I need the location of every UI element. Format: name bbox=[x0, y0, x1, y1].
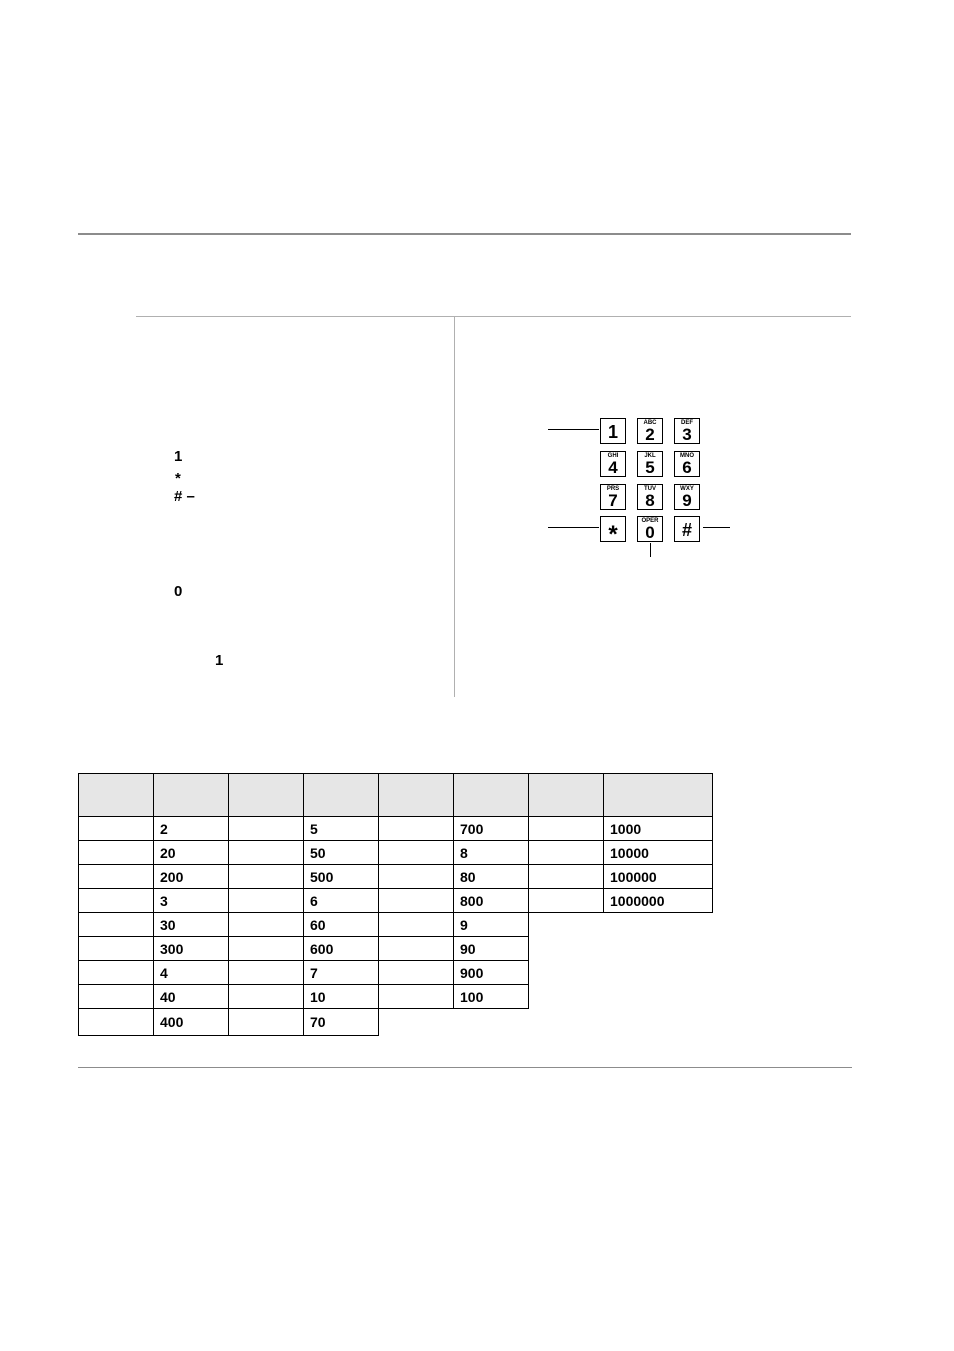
table-cell: 1000 bbox=[604, 817, 713, 841]
table-row bbox=[79, 1009, 713, 1036]
table-row bbox=[79, 841, 713, 865]
table-cell bbox=[379, 841, 454, 865]
table-row bbox=[79, 913, 713, 937]
key-4-icon: GHI 4 bbox=[600, 451, 626, 477]
table-cell bbox=[79, 913, 154, 937]
table-cell bbox=[229, 841, 304, 865]
table-cell bbox=[379, 961, 454, 985]
table-cell bbox=[229, 961, 304, 985]
table-cell bbox=[379, 913, 454, 937]
keypad-diagram bbox=[548, 417, 738, 562]
table-cell: 900 bbox=[454, 961, 529, 985]
symbol-key-1-indented: 1 bbox=[215, 652, 224, 669]
top-rule bbox=[78, 233, 851, 235]
table-header bbox=[229, 774, 304, 817]
table-cell bbox=[529, 841, 604, 865]
table-cell: 20 bbox=[154, 841, 229, 865]
key-3-icon: DEF 3 bbox=[674, 418, 700, 444]
key-9-icon: WXY 9 bbox=[674, 484, 700, 510]
table-cell bbox=[529, 889, 604, 913]
table-row bbox=[79, 937, 713, 961]
table-cell bbox=[379, 889, 454, 913]
callout-line-key-0 bbox=[650, 543, 651, 557]
table-cell: 7 bbox=[304, 961, 379, 985]
key-1-icon: 1 bbox=[600, 418, 626, 444]
table-cell: 100 bbox=[454, 985, 529, 1009]
key-7-icon: PRS 7 bbox=[600, 484, 626, 510]
empty-cell bbox=[379, 1009, 713, 1036]
table-header bbox=[604, 774, 713, 817]
table-cell bbox=[229, 865, 304, 889]
table-cell bbox=[529, 865, 604, 889]
key-5-icon: JKL 5 bbox=[637, 451, 663, 477]
table-cell: 400 bbox=[154, 1009, 229, 1036]
table-cell bbox=[379, 985, 454, 1009]
key-2-icon: ABC 2 bbox=[637, 418, 663, 444]
table-cell bbox=[229, 889, 304, 913]
table-header bbox=[304, 774, 379, 817]
table-header bbox=[154, 774, 229, 817]
table-cell bbox=[79, 961, 154, 985]
table-cell bbox=[79, 1009, 154, 1036]
table-row bbox=[79, 865, 713, 889]
table-cell: 200 bbox=[154, 865, 229, 889]
table-cell: 70 bbox=[304, 1009, 379, 1036]
key-8-icon: TUV 8 bbox=[637, 484, 663, 510]
table-row bbox=[79, 985, 713, 1009]
table-cell: 700 bbox=[454, 817, 529, 841]
table-cell: 6 bbox=[304, 889, 379, 913]
table-cell bbox=[529, 817, 604, 841]
table-cell: 10 bbox=[304, 985, 379, 1009]
table-cell: 10000 bbox=[604, 841, 713, 865]
symbol-key-1: 1 bbox=[174, 448, 183, 465]
empty-cell bbox=[529, 985, 713, 1009]
table-cell bbox=[79, 985, 154, 1009]
table-cell: 3 bbox=[154, 889, 229, 913]
table-cell: 1000000 bbox=[604, 889, 713, 913]
table-cell bbox=[379, 865, 454, 889]
empty-cell bbox=[529, 961, 713, 985]
table-cell bbox=[229, 913, 304, 937]
table-cell: 8 bbox=[454, 841, 529, 865]
callout-line-key-1 bbox=[548, 429, 599, 430]
table-cell: 5 bbox=[304, 817, 379, 841]
table-header bbox=[379, 774, 454, 817]
section-rule bbox=[136, 316, 851, 317]
table-cell bbox=[379, 817, 454, 841]
table-cell: 800 bbox=[454, 889, 529, 913]
key-6-icon: MNO 6 bbox=[674, 451, 700, 477]
table-header-row bbox=[79, 774, 713, 817]
table-cell bbox=[79, 937, 154, 961]
table-cell: 60 bbox=[304, 913, 379, 937]
table-cell: 80 bbox=[454, 865, 529, 889]
table-cell bbox=[229, 1009, 304, 1036]
table-cell bbox=[379, 937, 454, 961]
column-divider bbox=[454, 317, 455, 697]
table-cell: 600 bbox=[304, 937, 379, 961]
table-row bbox=[79, 817, 713, 841]
table-header bbox=[454, 774, 529, 817]
symbol-key-star: * bbox=[175, 470, 181, 487]
table-cell bbox=[229, 817, 304, 841]
value-table bbox=[78, 773, 713, 1036]
table-cell bbox=[79, 865, 154, 889]
table-cell bbox=[79, 841, 154, 865]
table-cell: 4 bbox=[154, 961, 229, 985]
table-cell bbox=[79, 817, 154, 841]
symbol-key-0: 0 bbox=[174, 583, 183, 600]
table-cell bbox=[79, 889, 154, 913]
key-hash-icon: # bbox=[674, 516, 700, 542]
table-cell: 90 bbox=[454, 937, 529, 961]
table-cell bbox=[229, 937, 304, 961]
table-header bbox=[79, 774, 154, 817]
table-row bbox=[79, 961, 713, 985]
symbol-key-hash: # – bbox=[174, 488, 195, 505]
table-cell: 100000 bbox=[604, 865, 713, 889]
empty-cell bbox=[529, 913, 713, 937]
table-cell: 2 bbox=[154, 817, 229, 841]
callout-line-key-star bbox=[548, 527, 599, 528]
table-header bbox=[529, 774, 604, 817]
table-cell: 50 bbox=[304, 841, 379, 865]
callout-line-key-hash bbox=[703, 527, 730, 528]
table-cell: 500 bbox=[304, 865, 379, 889]
table-cell bbox=[229, 985, 304, 1009]
key-0-icon: OPER 0 bbox=[637, 516, 663, 542]
table-cell: 9 bbox=[454, 913, 529, 937]
table-cell: 300 bbox=[154, 937, 229, 961]
bottom-rule bbox=[78, 1067, 852, 1068]
empty-cell bbox=[529, 937, 713, 961]
key-star-icon: * bbox=[600, 516, 626, 542]
table-cell: 40 bbox=[154, 985, 229, 1009]
table-row bbox=[79, 889, 713, 913]
table-cell: 30 bbox=[154, 913, 229, 937]
